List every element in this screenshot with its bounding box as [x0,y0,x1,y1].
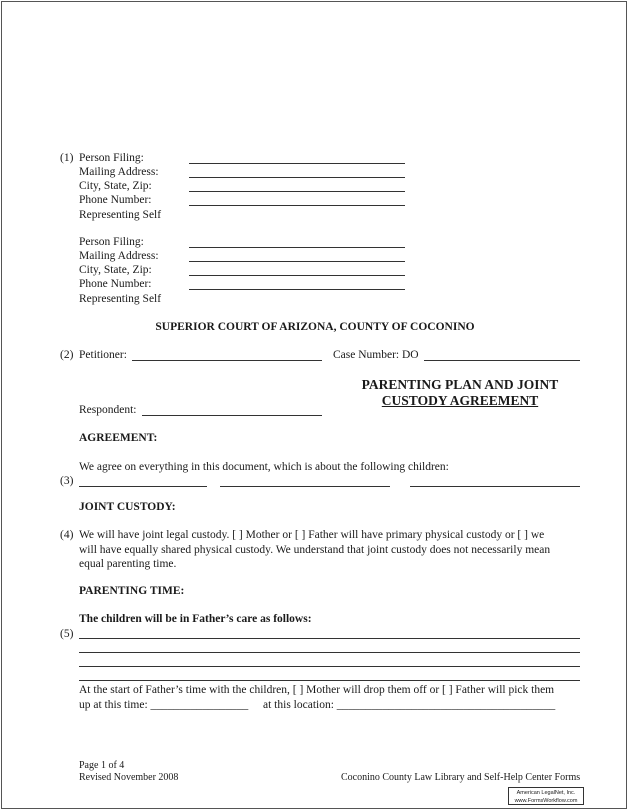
representing-self-label: Representing Self [79,209,162,221]
stamp-line-1: American LegalNet, Inc. [516,790,576,796]
exchange-text-line1: At the start of Father’s time with the children, [ ] Mother will drop them off or [ ] Father will pick them [79,684,555,696]
city-state-zip-field[interactable] [189,191,405,192]
city-state-zip-label: City, State, Zip: [79,180,152,192]
mailing-address-field-2[interactable] [189,261,405,262]
person-filing-label-2: Person Filing: [79,236,144,248]
respondent-label: Respondent: [79,404,137,416]
footer-source: Coconino County Law Library and Self-Help Center Forms [341,772,581,783]
stamp-line-2: www.FormsWorkflow.com [514,798,578,804]
section-number-2: (2) [60,349,74,361]
fathers-care-subheading: The children will be in Father’s care as follows: [79,613,312,625]
revised-date: Revised November 2008 [79,772,179,783]
phone-number-label: Phone Number: [79,194,152,206]
watermark-stamp [508,787,584,805]
section-number-5: (5) [60,628,74,640]
phone-number-field-2[interactable] [189,289,405,290]
joint-custody-text-line3: equal parenting time. [79,558,177,570]
page-number: Page 1 of 4 [79,760,125,771]
petitioner-label: Petitioner: [79,349,127,361]
schedule-line-4[interactable] [79,680,580,681]
mailing-address-field[interactable] [189,177,405,178]
child-name-field-2[interactable] [220,486,390,487]
exchange-location-text: at this location: ______________________________________ [263,699,556,711]
city-state-zip-field-2[interactable] [189,275,405,276]
exchange-time-text: up at this time: _________________ [79,699,249,711]
mailing-address-label: Mailing Address: [79,166,159,178]
agreement-text: We agree on everything in this document, which is about the following children: [79,461,449,473]
case-number-field[interactable] [424,360,580,361]
joint-custody-text-line2: will have equally shared physical custody. We understand that joint custody does not necessarily mean [79,544,551,556]
document-title-line1: PARENTING PLAN AND JOINT [361,377,559,392]
section-number-1: (1) [60,152,74,164]
respondent-field[interactable] [142,415,322,416]
schedule-line-2[interactable] [79,652,580,653]
joint-custody-heading: JOINT CUSTODY: [79,501,176,513]
person-filing-field[interactable] [189,163,405,164]
parenting-time-heading: PARENTING TIME: [79,585,185,597]
phone-number-label-2: Phone Number: [79,278,152,290]
person-filing-field-2[interactable] [189,247,405,248]
mailing-address-label-2: Mailing Address: [79,250,159,262]
phone-number-field[interactable] [189,205,405,206]
city-state-zip-label-2: City, State, Zip: [79,264,152,276]
agreement-heading: AGREEMENT: [79,432,158,444]
petitioner-field[interactable] [132,360,322,361]
section-number-4: (4) [60,529,74,541]
schedule-line-3[interactable] [79,666,580,667]
court-heading: SUPERIOR COURT OF ARIZONA, COUNTY OF COCONINO [155,321,475,333]
document-title-line2: CUSTODY AGREEMENT [381,393,539,408]
joint-custody-text-line1: We will have joint legal custody. [ ] Mother or [ ] Father will have primary physical custody or [ ] we [79,529,545,541]
case-number-label: Case Number: DO [333,349,419,361]
schedule-line-1[interactable] [79,638,580,639]
representing-self-label-2: Representing Self [79,293,162,305]
section-number-3: (3) [60,475,74,487]
child-name-field-3[interactable] [410,486,580,487]
person-filing-label: Person Filing: [79,152,144,164]
child-name-field-1[interactable] [79,486,207,487]
